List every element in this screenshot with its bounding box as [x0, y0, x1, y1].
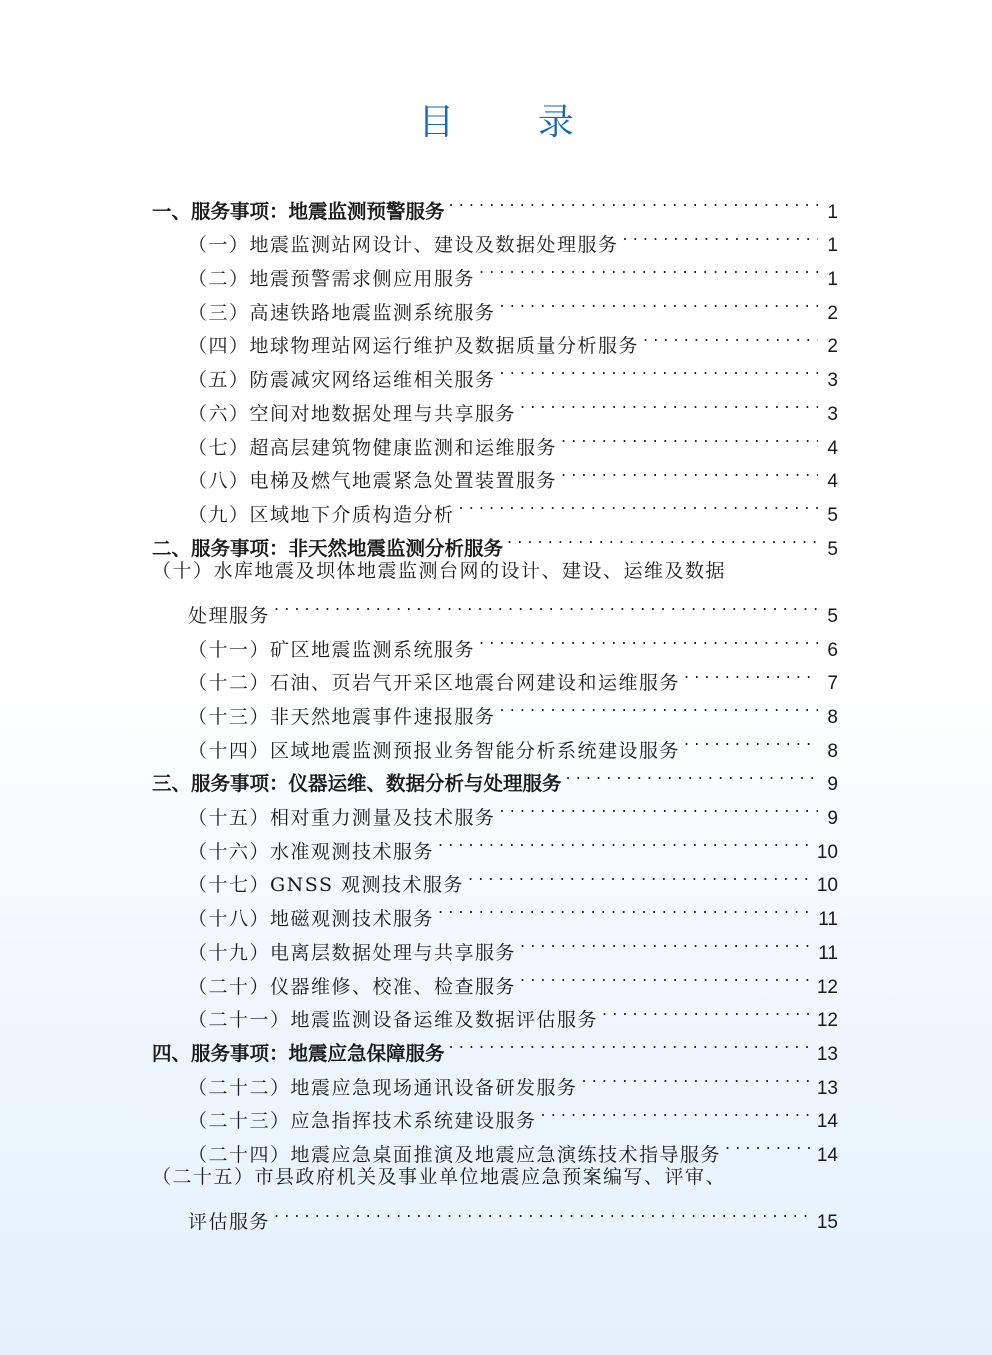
toc-page-number: 10 [816, 875, 838, 897]
toc-dot-leader [459, 487, 818, 521]
toc-entry-label: （二十二）地震应急现场通讯设备研发服务 [188, 1076, 578, 1099]
toc-page-number: 14 [816, 1111, 838, 1133]
toc-page-number: 4 [827, 471, 838, 493]
toc-entry-label: （六）空间对地数据处理与共享服务 [188, 402, 517, 425]
toc-entry-label: （十二）石油、页岩气开采区地震台网建设和运维服务 [188, 672, 681, 695]
toc-dot-leader [520, 959, 811, 993]
toc-page-number: 13 [816, 1043, 838, 1065]
toc-entry-label: （十九）电离层数据处理与共享服务 [188, 941, 517, 964]
toc-entry-label: 一、服务事项：地震监测预警服务 [152, 199, 445, 223]
toc-entry[interactable] [152, 1161, 838, 1195]
toc-page-number: 7 [827, 673, 838, 695]
toc-entry[interactable] [152, 588, 838, 627]
toc-entry-label: （二）地震预警需求侧应用服务 [188, 268, 476, 291]
toc-dot-leader [561, 420, 818, 454]
toc-entry-label: 四、服务事项：地震应急保障服务 [152, 1041, 445, 1065]
toc-dot-leader [479, 622, 818, 656]
toc-dot-leader [500, 285, 818, 319]
toc-dot-leader [274, 1195, 811, 1229]
toc-dot-leader [449, 1026, 811, 1060]
toc-page-number: 4 [827, 437, 838, 459]
toc-dot-leader [468, 858, 811, 892]
toc-entry-label: 二、服务事项：非天然地震监测分析服务 [152, 536, 504, 560]
toc-page-number: 1 [827, 201, 838, 223]
toc-dot-leader [520, 386, 818, 420]
toc-entry-label: （二十）仪器维修、校准、检查服务 [188, 975, 517, 998]
toc-entry-label: （十七）GNSS 观测技术服务 [188, 874, 465, 897]
toc-dot-leader [520, 925, 812, 959]
toc-dot-leader [684, 656, 818, 690]
toc-entry-label: （十三）非天然地震事件速报服务 [188, 706, 496, 728]
toc-dot-leader [438, 891, 812, 925]
toc-entry-label: （十）水库地震及坝体地震监测台网的设计、建设、运维及数据 [152, 559, 727, 582]
toc-page-number: 5 [827, 504, 838, 526]
toc-page-number: 8 [827, 740, 838, 762]
toc-list [152, 184, 838, 1234]
toc-entry-label: （十六）水准观测技术服务 [188, 840, 435, 863]
toc-dot-leader [500, 352, 818, 386]
toc-dot-leader [684, 723, 818, 757]
toc-entry-label: （七）超高层建筑物健康监测和运维服务 [188, 436, 558, 459]
toc-dot-leader [582, 1060, 811, 1094]
toc-dot-leader [725, 1127, 811, 1161]
toc-page-number: 15 [816, 1212, 838, 1234]
toc-dot-leader [643, 319, 818, 353]
toc-dot-leader [449, 184, 818, 218]
toc-page-number: 1 [827, 235, 838, 257]
toc-dot-leader [274, 588, 818, 622]
toc-page-number: 13 [816, 1077, 838, 1099]
toc-page-number: 12 [816, 1010, 838, 1032]
toc-page-number: 10 [816, 841, 838, 863]
toc-page-number: 11 [818, 909, 838, 931]
toc-dot-leader [561, 454, 818, 488]
toc-page-number: 6 [827, 639, 838, 661]
toc-entry-label: （四）地球物理站网运行维护及数据质量分析服务 [188, 335, 640, 358]
toc-entry-label: （三）高速铁路地震监测系统服务 [188, 301, 496, 324]
toc-entry[interactable] [152, 555, 838, 589]
toc-entry-label: 处理服务 [188, 604, 271, 627]
toc-entry-label: （五）防震减灾网络运维相关服务 [188, 369, 496, 392]
toc-entry-label: 评估服务 [188, 1211, 271, 1234]
toc-entry-label: （八）电梯及燃气地震紧急处置装置服务 [188, 470, 558, 493]
toc-section-entry[interactable] [152, 184, 838, 223]
toc-dot-leader [500, 689, 818, 723]
toc-dot-leader [566, 757, 818, 791]
toc-entry-label: 三、服务事项：仪器运维、数据分析与处理服务 [152, 772, 562, 796]
toc-page-number: 9 [827, 808, 838, 830]
toc-entry-label: （一）地震监测站网设计、建设及数据处理服务 [188, 234, 619, 257]
toc-dot-leader [541, 1094, 811, 1128]
toc-entry-label: （九）区域地下介质构造分析 [188, 503, 455, 526]
toc-entry-label: （二十三）应急指挥技术系统建设服务 [188, 1110, 537, 1133]
toc-entry-label: （二十四）地震应急桌面推演及地震应急演练技术指导服务 [188, 1143, 722, 1166]
toc-entry-label: （十四）区域地震监测预报业务智能分析系统建设服务 [188, 739, 681, 762]
toc-dot-leader [602, 993, 811, 1027]
toc-page-number: 5 [827, 538, 838, 560]
toc-page-number: 3 [827, 370, 838, 392]
toc-page-number: 1 [827, 269, 838, 291]
toc-page-number: 12 [816, 976, 838, 998]
toc-dot-leader [507, 521, 818, 555]
toc-dot-leader [438, 824, 811, 858]
toc-entry-label: （十五）相对重力测量及技术服务 [188, 807, 496, 830]
toc-page-number: 3 [827, 403, 838, 425]
toc-dot-leader [479, 251, 818, 285]
toc-dot-leader [500, 790, 818, 824]
toc-entry-label: （二十一）地震监测设备运维及数据评估服务 [188, 1009, 599, 1032]
toc-entry-label: （十八）地磁观测技术服务 [188, 908, 435, 931]
toc-page-number: 11 [818, 942, 838, 964]
toc-entry[interactable] [152, 1195, 838, 1234]
toc-page-number: 9 [827, 774, 838, 796]
toc-entry-label: （二十五）市县政府机关及事业单位地震应急预案编写、评审、 [152, 1165, 727, 1188]
page-title: 目 录 [418, 102, 610, 143]
toc-page-number: 5 [827, 605, 838, 627]
toc-page-number: 8 [827, 707, 838, 728]
toc-page-number: 2 [827, 336, 838, 358]
toc-dot-leader [623, 218, 818, 252]
toc-page-number: 2 [827, 302, 838, 324]
toc-entry-label: （十一）矿区地震监测系统服务 [188, 638, 476, 661]
toc-page-number: 14 [816, 1144, 838, 1166]
